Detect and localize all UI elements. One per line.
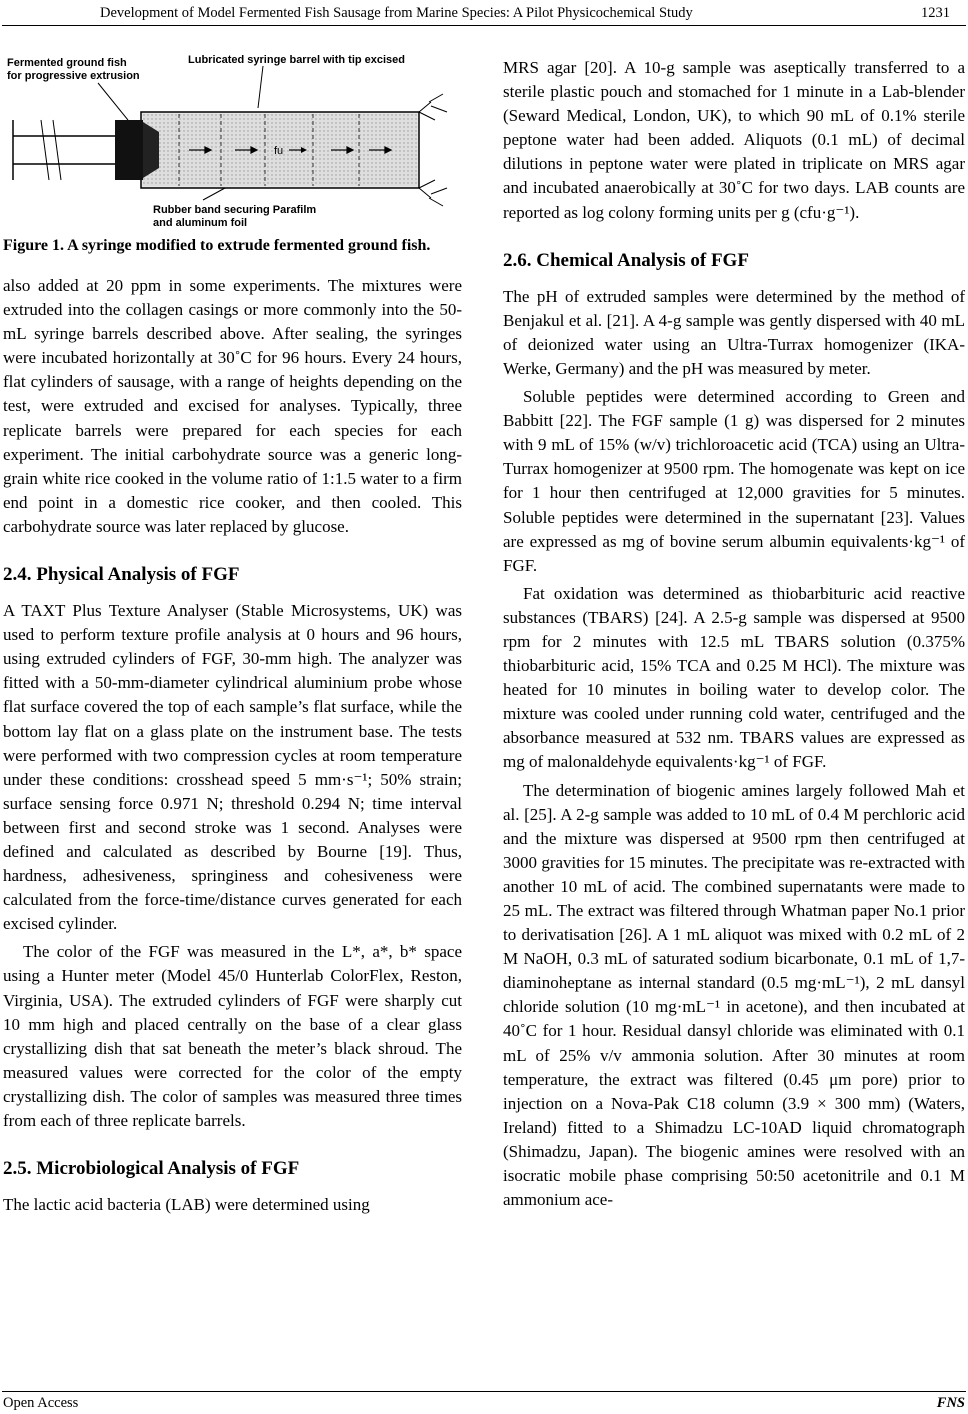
- leader-line-fish: [98, 83, 128, 120]
- page-number: 1231: [921, 5, 950, 21]
- paragraph: Soluble peptides were determined according to Green and Babbitt [22]. The FGF sample (1 g) was dispersed for 2 minutes with 9 mL of 15% (w/v) trichloroacetic acid (TCA) using an Ultra-Turrax homogenizer at 9500 rpm. The homogenate was kept on ice for 1 hour then centrifuged at 12,000 gravities for 5 minutes. Soluble peptides were determined in the supernatant [23]. Values are expressed as mg of bovine serum albumin equivalents·kg⁻¹ of FGF.: [503, 387, 965, 575]
- leader-line-barrel: [258, 66, 263, 108]
- figure-1: [3, 50, 462, 228]
- section-heading-2-5: 2.5. Microbiological Analysis of FGF: [3, 1158, 300, 1180]
- running-head: [0, 0, 968, 26]
- section-heading-2-6: 2.6. Chemical Analysis of FGF: [503, 249, 749, 271]
- left-column: [3, 50, 462, 1217]
- plunger-head: [115, 120, 143, 180]
- paragraph: MRS agar [20]. A 10-g sample was aseptically transferred to a sterile plastic pouch and stomached for 1 minute in a Lab-blender (Seward Medical, London, UK), to which 90 mL of 0.1% sterile peptone water had been added. Aliquots (0.1 mL) of decimal dilutions in peptone water were plated in triplicate on MRS agar and incubated anaerobically at 30˚C for two days. LAB counts are reported as log colony forming units per g (cfu·g⁻¹).: [503, 58, 965, 222]
- paragraph: Fat oxidation was determined as thiobarbituric acid reactive substances (TBARS) [24]. A 2.5-g sample was dispersed at 9500 rpm for 2 minutes with 12.5 mL TBARS solution (0.375% thiobarbituric acid, 15% TCA and 0.25 M HCl). The mixture was heated for 10 minutes in boiling water to develop color. The mixture was cooled under running cold water, centrifuged and the absorbance measured at 532 nm. TBARS values are expressed as mg of malonaldehyde equivalents·kg⁻¹ of FGF.: [503, 583, 965, 772]
- label-rubber-2: and aluminum foil: [153, 217, 248, 228]
- paragraph: The determination of biogenic amines largely followed Mah et al. [25]. A 2-g sample was added to 10 mL of 0.4 M perchloric acid and the mixture was dispersed at 9500 rpm then centrifuged at 3000 gravities for 15 minutes. The precipitate was re-extracted with another 10 mL of acid. The combined supernatants were made to 25 mL. The extract was filtered through Whatman paper No.1 prior to derivatisation [26]. A 1 mL aliquot was mixed with 0.2 mL of 2 M NaOH, 0.3 mL of saturated sodium bicarbonate, 0.1 mL of 1,7-diaminoheptane as internal standard (0.5 mg·mL⁻¹), 2 mL dansyl chloride solution (10 mg·mL⁻¹ in acetone), and then incubated at 40˚C for 1 hour. Residual dansyl chloride was eliminated with 0.1 mL of 25% v/v ammonia solution. After 30 minutes at room temperature, the extract was filtered (0.45 μm pore) prior to injection on a Nova-Pak C18 column (3.9 × 300 mm) (Waters, Ireland) fitted to a Shimadzu LC-10AD liquid chromatograph (Shimadzu, Japan). The biogenic amines were resolved with an isocratic mobile phase comprising 50:50 acetonitrile and 0.1 M ammonium ace-: [503, 780, 965, 1210]
- paragraph: The color of the FGF was measured in the L*, a*, b* space using a Hunter meter (Model 45/0 Hunterlab ColorFlex, Reston, Virginia, USA). The extruded cylinders of FGF were sharply cut 10 mm high and placed centrally on the base of a clear glass crystallizing dish that sat beneath the meter’s black shroud. The measured values were corrected for the color of the empty crystallizing dish. The color of samples was measured three times from each of three replicate barrels.: [3, 942, 462, 1130]
- label-syringe: Lubricated syringe barrel with tip excised: [188, 54, 406, 66]
- plunger-tick-2: [53, 120, 61, 180]
- paragraph: also added at 20 ppm in some experiments. The mixtures were extruded into the collagen casings or more commonly into the 50-mL syringe barrels described above. After sealing, the syringes were incubated horizontally at 30˚C for 96 hours. Every 24 hours, flat cylinders of sausage, with a range of heights depending on the test, were extruded and excised for analyses. Typically, three replicate barrels were prepared for each species for each experiment. The initial carbohydrate source was a generic long-grain white rice cooked in the volume ratio of 1:1.5 water to a firm end point in a domestic rice cooker, and then cooled. This carbohydrate source was later replaced by glucose.: [3, 276, 462, 536]
- footer: [0, 1393, 968, 1413]
- label-fermented-2: for progressive extrusion: [7, 70, 140, 82]
- footer-journal: FNS: [936, 1395, 965, 1411]
- label-rubber-1: Rubber band securing Parafilm: [153, 204, 317, 216]
- foil-flaps-bottom: [419, 180, 447, 206]
- paragraph: The lactic acid bacteria (LAB) were determined using: [3, 1195, 370, 1215]
- paragraph: The pH of extruded samples were determined by the method of Benjakul et al. [21]. A 4-g sample was gently dispersed with 40 mL of deionized water using an Ultra-Turrax homogenizer (IKA-Werke, Germany) and the pH was measured by meter.: [503, 286, 965, 378]
- leader-line-rubber: [203, 188, 225, 200]
- running-head-title: Development of Model Fermented Fish Sausage from Marine Species: A Pilot Physicochemical Study: [100, 5, 693, 21]
- header-rule: [2, 25, 966, 26]
- syringe-diagram: [3, 50, 462, 228]
- figure-caption: Figure 1. A syringe modified to extrude fermented ground fish.: [3, 237, 431, 254]
- right-column: [503, 56, 965, 1212]
- arrow-text: fu: [274, 145, 284, 157]
- section-heading-2-4: 2.4. Physical Analysis of FGF: [3, 564, 240, 586]
- label-fermented-1: Fermented ground fish: [7, 57, 127, 69]
- footer-open-access: Open Access: [3, 1395, 79, 1411]
- footer-rule: [2, 1391, 966, 1392]
- paragraph: A TAXT Plus Texture Analyser (Stable Microsystems, UK) was used to perform texture profile analysis at 0 hours and 96 hours, using extruded cylinders of FGF, 30-mm high. The analyzer was fitted with a 50-mm-diameter cylindrical aluminium probe whose flat surface covered the top of each sample’s flat surface, while the bottom lay flat on a glass plate on the instrument base. The tests were performed with two compression cycles at room temperature under these conditions: crosshead speed 5 mm·s⁻¹; 50% strain; surface sensing force 0.971 N; threshold 0.294 N; time interval between first and second stroke was 1 second. Analyses were defined and calculated as described by Bourne [19]. Thus, hardness, adhesiveness, springiness and cohesiveness were calculated from the force-time/distance curves generated for each excised cylinder.: [3, 601, 462, 934]
- foil-flaps-top: [419, 94, 447, 120]
- plunger-tick-1: [41, 120, 49, 180]
